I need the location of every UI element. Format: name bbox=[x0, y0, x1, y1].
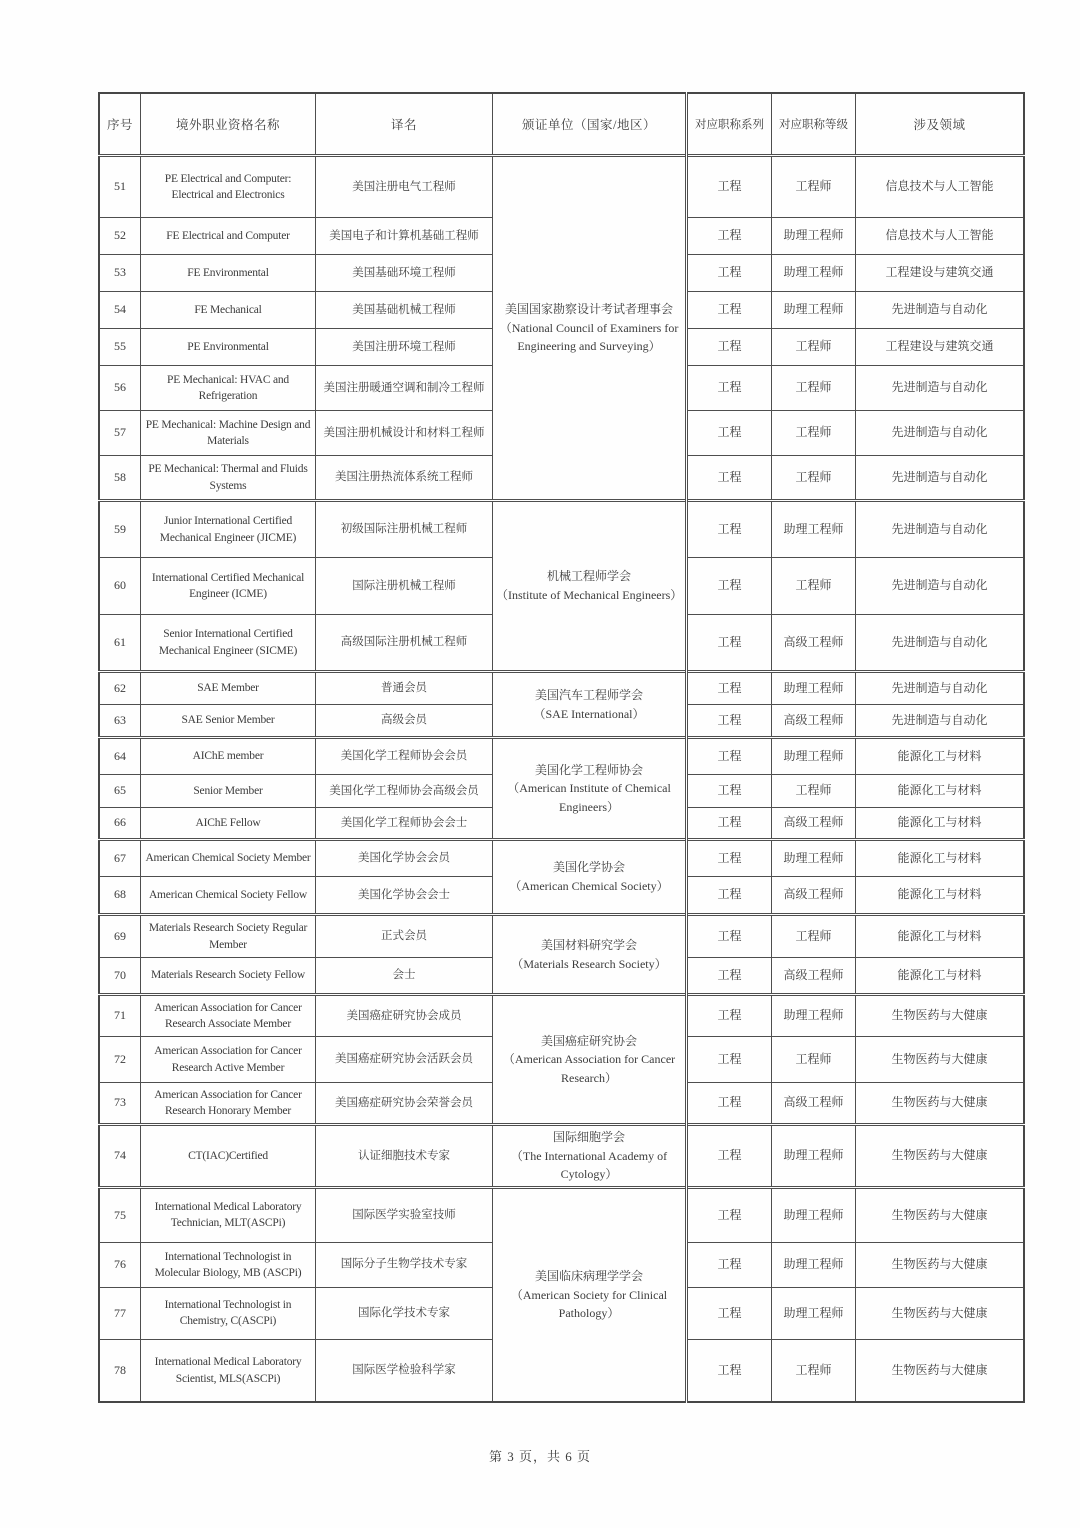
cell-field: 生物医药与大健康 bbox=[856, 1287, 1025, 1339]
cell-qualification-name: PE Mechanical: HVAC and Refrigeration bbox=[141, 366, 316, 411]
cell-translated-name: 美国注册机械设计和材料工程师 bbox=[316, 411, 493, 456]
cell-field: 生物医药与大健康 bbox=[856, 1037, 1025, 1083]
cell-title-series: 工程 bbox=[687, 915, 772, 958]
cell-qualification-name: Materials Research Society Fellow bbox=[141, 958, 316, 995]
cell-row-number: 75 bbox=[99, 1187, 141, 1242]
cell-field: 生物医药与大健康 bbox=[856, 1339, 1025, 1402]
cell-row-number: 53 bbox=[99, 255, 141, 292]
cell-title-series: 工程 bbox=[687, 958, 772, 995]
cell-title-level: 工程师 bbox=[772, 366, 856, 411]
issuer-name-zh: 美国汽车工程师学会 bbox=[534, 687, 643, 702]
header-issuing-organization: 颁证单位（国家/地区） bbox=[493, 93, 687, 156]
cell-field: 能源化工与材料 bbox=[856, 915, 1025, 958]
cell-qualification-name: FE Environmental bbox=[141, 255, 316, 292]
issuer-name-zh: 美国材料研究学会 bbox=[540, 937, 637, 952]
cell-title-series: 工程 bbox=[687, 738, 772, 775]
header-translated-name: 译名 bbox=[316, 93, 493, 156]
cell-qualification-name: Senior Member bbox=[141, 775, 316, 808]
cell-row-number: 67 bbox=[99, 840, 141, 877]
header-title-level: 对应职称等级 bbox=[772, 93, 856, 156]
cell-row-number: 59 bbox=[99, 501, 141, 558]
cell-title-level: 工程师 bbox=[772, 915, 856, 958]
cell-title-series: 工程 bbox=[687, 1083, 772, 1125]
cell-title-series: 工程 bbox=[687, 501, 772, 558]
cell-title-series: 工程 bbox=[687, 558, 772, 615]
issuer-name-zh: 美国临床病理学学会 bbox=[534, 1269, 643, 1284]
cell-title-level: 高级工程师 bbox=[772, 1083, 856, 1125]
issuer-name-zh: 美国癌症研究协会 bbox=[540, 1033, 637, 1048]
cell-title-level: 高级工程师 bbox=[772, 808, 856, 840]
cell-qualification-name: Junior International Certified Mechanical Engineer (JICME) bbox=[141, 501, 316, 558]
cell-qualification-name: SAE Senior Member bbox=[141, 705, 316, 738]
cell-qualification-name: American Association for Cancer Research Active Member bbox=[141, 1037, 316, 1083]
cell-row-number: 61 bbox=[99, 615, 141, 672]
cell-title-series: 工程 bbox=[687, 1037, 772, 1083]
cell-title-series: 工程 bbox=[687, 366, 772, 411]
issuer-name-zh: 机械工程师学会 bbox=[546, 569, 631, 584]
cell-qualification-name: American Chemical Society Member bbox=[141, 840, 316, 877]
cell-field: 能源化工与材料 bbox=[856, 877, 1025, 915]
cell-translated-name: 初级国际注册机械工程师 bbox=[316, 501, 493, 558]
cell-qualification-name: International Technologist in Molecular Biology, MB (ASCPi) bbox=[141, 1242, 316, 1287]
cell-title-level: 工程师 bbox=[772, 1037, 856, 1083]
cell-row-number: 68 bbox=[99, 877, 141, 915]
cell-field: 工程建设与建筑交通 bbox=[856, 329, 1025, 366]
cell-field: 先进制造与自动化 bbox=[856, 456, 1025, 501]
cell-title-level: 助理工程师 bbox=[772, 995, 856, 1037]
issuer-name-zh: 美国化学协会 bbox=[552, 860, 625, 875]
cell-qualification-name: International Technologist in Chemistry, C(ASCPi) bbox=[141, 1287, 316, 1339]
cell-field: 能源化工与材料 bbox=[856, 738, 1025, 775]
cell-title-level: 工程师 bbox=[772, 775, 856, 808]
header-qualification-name: 境外职业资格名称 bbox=[141, 93, 316, 156]
cell-translated-name: 国际化学技术专家 bbox=[316, 1287, 493, 1339]
cell-title-level: 助理工程师 bbox=[772, 1242, 856, 1287]
table-row bbox=[99, 1187, 1024, 1242]
cell-title-series: 工程 bbox=[687, 705, 772, 738]
cell-qualification-name: Senior International Certified Mechanical Engineer (SICME) bbox=[141, 615, 316, 672]
table-body bbox=[99, 156, 1024, 1403]
issuer-name-zh: 美国化学工程师协会 bbox=[534, 762, 643, 777]
table-row bbox=[99, 156, 1024, 218]
cell-issuing-organization bbox=[493, 915, 687, 995]
cell-title-level: 助理工程师 bbox=[772, 672, 856, 705]
cell-row-number: 55 bbox=[99, 329, 141, 366]
cell-translated-name: 美国化学工程师协会高级会员 bbox=[316, 775, 493, 808]
issuer-name-en: （Institute of Mechanical Engineers） bbox=[496, 588, 683, 602]
table-row bbox=[99, 995, 1024, 1037]
cell-qualification-name: American Chemical Society Fellow bbox=[141, 877, 316, 915]
cell-translated-name: 美国基础机械工程师 bbox=[316, 292, 493, 329]
cell-translated-name: 国际医学检验科学家 bbox=[316, 1339, 493, 1402]
cell-row-number: 73 bbox=[99, 1083, 141, 1125]
cell-qualification-name: CT(IAC)Certified bbox=[141, 1125, 316, 1188]
cell-title-level: 工程师 bbox=[772, 156, 856, 218]
table-row bbox=[99, 1125, 1024, 1188]
cell-title-level: 助理工程师 bbox=[772, 1187, 856, 1242]
cell-translated-name: 美国注册电气工程师 bbox=[316, 156, 493, 218]
cell-translated-name: 美国电子和计算机基础工程师 bbox=[316, 218, 493, 255]
cell-title-level: 高级工程师 bbox=[772, 705, 856, 738]
cell-title-series: 工程 bbox=[687, 1242, 772, 1287]
cell-field: 能源化工与材料 bbox=[856, 775, 1025, 808]
cell-row-number: 54 bbox=[99, 292, 141, 329]
cell-issuing-organization bbox=[493, 840, 687, 915]
cell-title-level: 工程师 bbox=[772, 558, 856, 615]
cell-qualification-name: PE Mechanical: Machine Design and Materials bbox=[141, 411, 316, 456]
cell-field: 能源化工与材料 bbox=[856, 958, 1025, 995]
cell-title-level: 助理工程师 bbox=[772, 840, 856, 877]
cell-field: 信息技术与人工智能 bbox=[856, 218, 1025, 255]
cell-translated-name: 高级国际注册机械工程师 bbox=[316, 615, 493, 672]
cell-field: 工程建设与建筑交通 bbox=[856, 255, 1025, 292]
cell-title-series: 工程 bbox=[687, 840, 772, 877]
issuer-name-en: （American Institute of Chemical Engineers） bbox=[507, 781, 671, 814]
cell-title-level: 助理工程师 bbox=[772, 738, 856, 775]
cell-issuing-organization bbox=[493, 672, 687, 738]
cell-title-series: 工程 bbox=[687, 329, 772, 366]
cell-title-level: 工程师 bbox=[772, 456, 856, 501]
cell-field: 生物医药与大健康 bbox=[856, 1242, 1025, 1287]
issuer-name-en: （American Society for Clinical Pathology） bbox=[510, 1287, 668, 1321]
qualification-table bbox=[98, 92, 1025, 1403]
cell-row-number: 52 bbox=[99, 218, 141, 255]
cell-field: 生物医药与大健康 bbox=[856, 1125, 1025, 1188]
issuer-name-en: （Materials Research Society） bbox=[511, 956, 667, 971]
cell-title-series: 工程 bbox=[687, 1287, 772, 1339]
cell-qualification-name: Materials Research Society Regular Member bbox=[141, 915, 316, 958]
cell-translated-name: 美国癌症研究协会荣誉会员 bbox=[316, 1083, 493, 1125]
issuer-name-en: （SAE International） bbox=[533, 706, 645, 721]
cell-qualification-name: International Certified Mechanical Engineer (ICME) bbox=[141, 558, 316, 615]
cell-translated-name: 美国化学协会会士 bbox=[316, 877, 493, 915]
cell-translated-name: 美国注册暖通空调和制冷工程师 bbox=[316, 366, 493, 411]
cell-title-level: 工程师 bbox=[772, 1339, 856, 1402]
cell-translated-name: 高级会员 bbox=[316, 705, 493, 738]
cell-title-level: 助理工程师 bbox=[772, 292, 856, 329]
cell-translated-name: 美国注册热流体系统工程师 bbox=[316, 456, 493, 501]
cell-translated-name: 国际注册机械工程师 bbox=[316, 558, 493, 615]
issuer-name-en: （American Association for Cancer Research） bbox=[502, 1052, 676, 1085]
cell-title-series: 工程 bbox=[687, 877, 772, 915]
cell-title-series: 工程 bbox=[687, 672, 772, 705]
issuer-name-en: （American Chemical Society） bbox=[509, 879, 669, 893]
cell-qualification-name: PE Environmental bbox=[141, 329, 316, 366]
cell-issuing-organization bbox=[493, 156, 687, 501]
cell-row-number: 77 bbox=[99, 1287, 141, 1339]
cell-row-number: 51 bbox=[99, 156, 141, 218]
cell-field: 信息技术与人工智能 bbox=[856, 156, 1025, 218]
cell-row-number: 76 bbox=[99, 1242, 141, 1287]
cell-title-level: 工程师 bbox=[772, 329, 856, 366]
cell-qualification-name: FE Electrical and Computer bbox=[141, 218, 316, 255]
cell-row-number: 62 bbox=[99, 672, 141, 705]
cell-row-number: 63 bbox=[99, 705, 141, 738]
cell-translated-name: 会士 bbox=[316, 958, 493, 995]
cell-issuing-organization bbox=[493, 501, 687, 672]
cell-issuing-organization bbox=[493, 1187, 687, 1402]
cell-translated-name: 美国癌症研究协会成员 bbox=[316, 995, 493, 1037]
cell-title-level: 助理工程师 bbox=[772, 218, 856, 255]
cell-qualification-name: PE Mechanical: Thermal and Fluids Systems bbox=[141, 456, 316, 501]
cell-field: 能源化工与材料 bbox=[856, 840, 1025, 877]
cell-title-series: 工程 bbox=[687, 808, 772, 840]
cell-translated-name: 正式会员 bbox=[316, 915, 493, 958]
cell-row-number: 70 bbox=[99, 958, 141, 995]
issuer-name-zh: 国际细胞学会 bbox=[552, 1130, 625, 1144]
cell-qualification-name: FE Mechanical bbox=[141, 292, 316, 329]
cell-field: 先进制造与自动化 bbox=[856, 411, 1025, 456]
cell-qualification-name: AIChE Fellow bbox=[141, 808, 316, 840]
cell-qualification-name: International Medical Laboratory Scientist, MLS(ASCPi) bbox=[141, 1339, 316, 1402]
cell-row-number: 74 bbox=[99, 1125, 141, 1188]
cell-translated-name: 美国癌症研究协会活跃会员 bbox=[316, 1037, 493, 1083]
cell-row-number: 64 bbox=[99, 738, 141, 775]
header-row bbox=[99, 93, 1024, 156]
cell-translated-name: 国际分子生物学技术专家 bbox=[316, 1242, 493, 1287]
cell-title-series: 工程 bbox=[687, 292, 772, 329]
cell-title-level: 工程师 bbox=[772, 411, 856, 456]
issuer-name-en: （National Council of Examiners for Engineering and Surveying） bbox=[499, 320, 679, 354]
cell-field: 能源化工与材料 bbox=[856, 808, 1025, 840]
cell-issuing-organization bbox=[493, 1125, 687, 1188]
cell-translated-name: 认证细胞技术专家 bbox=[316, 1125, 493, 1188]
cell-row-number: 60 bbox=[99, 558, 141, 615]
cell-qualification-name: PE Electrical and Computer: Electrical and Electronics bbox=[141, 156, 316, 218]
cell-field: 先进制造与自动化 bbox=[856, 501, 1025, 558]
cell-title-series: 工程 bbox=[687, 218, 772, 255]
cell-title-series: 工程 bbox=[687, 615, 772, 672]
cell-issuing-organization bbox=[493, 738, 687, 840]
cell-title-level: 高级工程师 bbox=[772, 615, 856, 672]
issuer-name-en: （The International Academy of Cytology） bbox=[510, 1148, 668, 1182]
cell-qualification-name: American Association for Cancer Research Associate Member bbox=[141, 995, 316, 1037]
cell-translated-name: 美国化学协会会员 bbox=[316, 840, 493, 877]
cell-title-level: 助理工程师 bbox=[772, 501, 856, 558]
cell-title-series: 工程 bbox=[687, 1125, 772, 1188]
cell-field: 先进制造与自动化 bbox=[856, 366, 1025, 411]
cell-row-number: 72 bbox=[99, 1037, 141, 1083]
cell-field: 先进制造与自动化 bbox=[856, 615, 1025, 672]
cell-translated-name: 美国注册环境工程师 bbox=[316, 329, 493, 366]
cell-title-level: 高级工程师 bbox=[772, 877, 856, 915]
cell-qualification-name: American Association for Cancer Research Honorary Member bbox=[141, 1083, 316, 1125]
header-row-number: 序号 bbox=[99, 93, 141, 156]
cell-title-series: 工程 bbox=[687, 411, 772, 456]
cell-title-level: 助理工程师 bbox=[772, 255, 856, 292]
table-row bbox=[99, 738, 1024, 775]
cell-title-series: 工程 bbox=[687, 255, 772, 292]
cell-title-level: 助理工程师 bbox=[772, 1125, 856, 1188]
cell-field: 先进制造与自动化 bbox=[856, 558, 1025, 615]
cell-row-number: 78 bbox=[99, 1339, 141, 1402]
cell-row-number: 65 bbox=[99, 775, 141, 808]
table-row bbox=[99, 672, 1024, 705]
issuer-name-zh: 美国国家勘察设计考试者理事会 bbox=[504, 302, 673, 317]
cell-field: 生物医药与大健康 bbox=[856, 1083, 1025, 1125]
cell-translated-name: 美国基础环境工程师 bbox=[316, 255, 493, 292]
cell-row-number: 66 bbox=[99, 808, 141, 840]
cell-row-number: 57 bbox=[99, 411, 141, 456]
cell-field: 先进制造与自动化 bbox=[856, 292, 1025, 329]
cell-title-series: 工程 bbox=[687, 156, 772, 218]
header-field: 涉及领域 bbox=[856, 93, 1025, 156]
cell-qualification-name: SAE Member bbox=[141, 672, 316, 705]
cell-qualification-name: International Medical Laboratory Technician, MLT(ASCPi) bbox=[141, 1187, 316, 1242]
cell-field: 生物医药与大健康 bbox=[856, 995, 1025, 1037]
cell-field: 先进制造与自动化 bbox=[856, 705, 1025, 738]
cell-title-series: 工程 bbox=[687, 1339, 772, 1402]
cell-row-number: 56 bbox=[99, 366, 141, 411]
cell-field: 先进制造与自动化 bbox=[856, 672, 1025, 705]
cell-title-level: 高级工程师 bbox=[772, 958, 856, 995]
cell-title-series: 工程 bbox=[687, 995, 772, 1037]
cell-title-series: 工程 bbox=[687, 456, 772, 501]
cell-qualification-name: AIChE member bbox=[141, 738, 316, 775]
cell-translated-name: 普通会员 bbox=[316, 672, 493, 705]
cell-translated-name: 美国化学工程师协会会员 bbox=[316, 738, 493, 775]
cell-row-number: 71 bbox=[99, 995, 141, 1037]
cell-title-level: 助理工程师 bbox=[772, 1287, 856, 1339]
cell-issuing-organization bbox=[493, 995, 687, 1125]
table-header bbox=[99, 93, 1024, 156]
cell-field: 生物医药与大健康 bbox=[856, 1187, 1025, 1242]
cell-title-series: 工程 bbox=[687, 1187, 772, 1242]
cell-translated-name: 国际医学实验室技师 bbox=[316, 1187, 493, 1242]
cell-translated-name: 美国化学工程师协会会士 bbox=[316, 808, 493, 840]
cell-row-number: 58 bbox=[99, 456, 141, 501]
cell-row-number: 69 bbox=[99, 915, 141, 958]
header-title-series: 对应职称系列 bbox=[687, 93, 772, 156]
table-row bbox=[99, 501, 1024, 558]
table-row bbox=[99, 915, 1024, 958]
cell-title-series: 工程 bbox=[687, 775, 772, 808]
page-footer: 第 3 页，共 6 页 bbox=[488, 1449, 591, 1464]
table-row bbox=[99, 840, 1024, 877]
